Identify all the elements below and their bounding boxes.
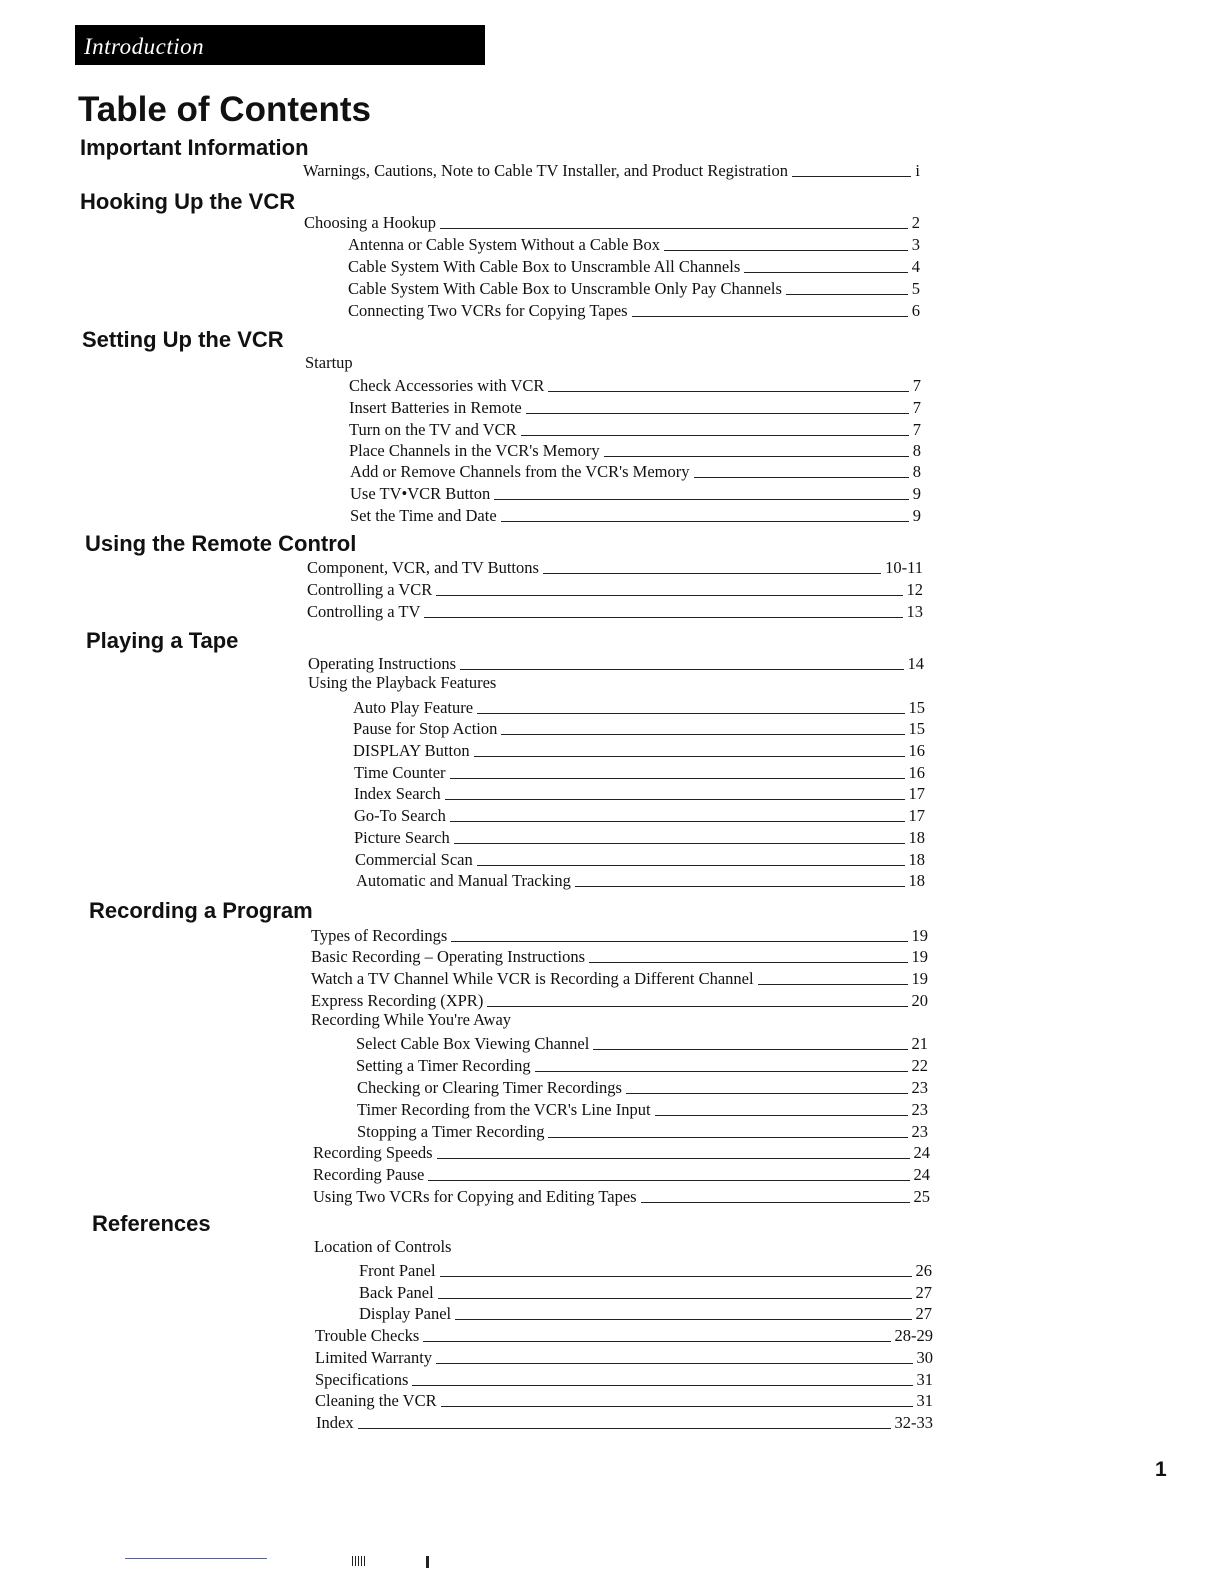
toc-entry-label: Stopping a Timer Recording bbox=[357, 1122, 545, 1141]
toc-entry[interactable] bbox=[353, 716, 925, 738]
toc-entry-page: 30 bbox=[916, 1348, 933, 1367]
toc-subheading: Recording While You're Away bbox=[311, 1010, 512, 1029]
toc-entry-page: 18 bbox=[908, 871, 925, 890]
toc-leader bbox=[632, 316, 908, 317]
toc-entry-label: DISPLAY Button bbox=[353, 741, 470, 760]
toc-leader bbox=[521, 435, 909, 436]
toc-entry[interactable] bbox=[315, 1323, 933, 1345]
toc-leader bbox=[477, 865, 905, 866]
toc-entry-label: Cable System With Cable Box to Unscramble All Channels bbox=[348, 257, 741, 276]
toc-entry[interactable] bbox=[359, 1258, 932, 1280]
section-title-references: References bbox=[92, 1211, 211, 1236]
toc-entry-label: Cable System With Cable Box to Unscramble Only Pay Channels bbox=[348, 279, 782, 298]
toc-subheading: Startup bbox=[305, 353, 353, 372]
toc-entry[interactable] bbox=[354, 803, 925, 825]
toc-entry-label: Check Accessories with VCR bbox=[349, 376, 545, 395]
toc-leader bbox=[412, 1385, 912, 1386]
toc-entry-page: 17 bbox=[908, 784, 925, 803]
toc-entry-label: Specifications bbox=[315, 1370, 409, 1389]
toc-leader bbox=[526, 413, 909, 414]
toc-entry-label: Display Panel bbox=[359, 1304, 452, 1323]
toc-leader bbox=[358, 1428, 891, 1429]
toc-entry[interactable] bbox=[313, 1162, 930, 1184]
toc-entry-page: 26 bbox=[915, 1261, 932, 1280]
toc-leader bbox=[423, 1341, 890, 1342]
footer-scan-mark bbox=[352, 1556, 366, 1566]
toc-leader bbox=[758, 984, 908, 985]
toc-entry-label: Use TV•VCR Button bbox=[350, 484, 491, 503]
toc-leader bbox=[454, 843, 905, 844]
toc-leader bbox=[664, 250, 908, 251]
footer-scan-mark bbox=[426, 1556, 429, 1568]
toc-entry-label: Back Panel bbox=[359, 1283, 434, 1302]
toc-entry-page: 7 bbox=[912, 398, 921, 417]
toc-entry[interactable] bbox=[349, 373, 921, 395]
toc-leader bbox=[474, 756, 905, 757]
toc-entry[interactable] bbox=[311, 988, 928, 1010]
toc-entry-page: 19 bbox=[911, 969, 928, 988]
toc-entry-page: 22 bbox=[911, 1056, 928, 1075]
toc-entry-label: Front Panel bbox=[359, 1261, 436, 1280]
toc-entry-page: 23 bbox=[911, 1122, 928, 1141]
toc-entry-label: Set the Time and Date bbox=[350, 506, 497, 525]
toc-entry-label: Choosing a Hookup bbox=[304, 213, 436, 232]
toc-entry[interactable] bbox=[356, 1031, 928, 1053]
toc-entry[interactable] bbox=[356, 868, 925, 890]
toc-entry[interactable] bbox=[349, 438, 921, 460]
toc-leader bbox=[494, 499, 909, 500]
toc-entry[interactable] bbox=[303, 158, 920, 180]
footer-rule bbox=[125, 1558, 267, 1559]
toc-entry-label: Index bbox=[316, 1413, 354, 1432]
toc-entry[interactable] bbox=[349, 395, 921, 417]
toc-entry[interactable] bbox=[311, 944, 928, 966]
toc-entry-label: Recording Pause bbox=[313, 1165, 425, 1184]
toc-entry-page: 15 bbox=[908, 719, 925, 738]
toc-entry-label: Place Channels in the VCR's Memory bbox=[349, 441, 600, 460]
toc-entry-label: Trouble Checks bbox=[315, 1326, 420, 1345]
toc-entry-page: 17 bbox=[908, 806, 925, 825]
toc-leader bbox=[477, 713, 904, 714]
toc-leader bbox=[450, 778, 905, 779]
toc-entry-page: 31 bbox=[916, 1370, 933, 1389]
toc-entry[interactable] bbox=[354, 760, 925, 782]
toc-entry-page: 8 bbox=[912, 462, 921, 481]
toc-entry-page: 7 bbox=[912, 376, 921, 395]
toc-entry-page: 20 bbox=[911, 991, 928, 1010]
toc-entry-page: 19 bbox=[911, 947, 928, 966]
toc-leader bbox=[438, 1298, 912, 1299]
page-number: 1 bbox=[1155, 1458, 1167, 1481]
toc-leader bbox=[440, 228, 908, 229]
toc-entry-page: 12 bbox=[906, 580, 923, 599]
section-header-bar bbox=[75, 25, 485, 65]
toc-entry-label: Add or Remove Channels from the VCR's Memory bbox=[350, 462, 690, 481]
toc-entry-label: Controlling a VCR bbox=[307, 580, 433, 599]
toc-leader bbox=[440, 1276, 912, 1277]
toc-entry-page: i bbox=[915, 161, 920, 180]
toc-entry[interactable] bbox=[349, 417, 921, 439]
toc-entry[interactable] bbox=[354, 781, 925, 803]
toc-entry-label: Using Two VCRs for Copying and Editing Tapes bbox=[313, 1187, 637, 1206]
toc-entry-page: 18 bbox=[908, 850, 925, 869]
toc-entry-page: 27 bbox=[915, 1304, 932, 1323]
toc-leader bbox=[450, 821, 905, 822]
toc-entry-label: Commercial Scan bbox=[355, 850, 473, 869]
toc-subheading: Location of Controls bbox=[314, 1237, 452, 1256]
toc-leader bbox=[451, 941, 907, 942]
toc-entry[interactable] bbox=[348, 298, 920, 320]
toc-entry[interactable] bbox=[357, 1119, 928, 1141]
toc-entry-page: 8 bbox=[912, 441, 921, 460]
toc-entry-label: Types of Recordings bbox=[311, 926, 448, 945]
toc-entry-page: 15 bbox=[908, 698, 925, 717]
page-title: Table of Contents bbox=[78, 90, 371, 129]
toc-entry-page: 19 bbox=[911, 926, 928, 945]
toc-leader bbox=[445, 799, 905, 800]
toc-entry[interactable] bbox=[359, 1280, 932, 1302]
toc-entry-label: Go-To Search bbox=[354, 806, 446, 825]
toc-entry[interactable] bbox=[355, 847, 925, 869]
toc-entry-page: 2 bbox=[911, 213, 920, 232]
toc-entry-label: Select Cable Box Viewing Channel bbox=[356, 1034, 590, 1053]
toc-entry-page: 7 bbox=[912, 420, 921, 439]
toc-entry-label: Express Recording (XPR) bbox=[311, 991, 484, 1010]
toc-entry-label: Recording Speeds bbox=[313, 1143, 433, 1162]
section-title-setting-up: Setting Up the VCR bbox=[82, 327, 284, 352]
toc-entry-label: Controlling a TV bbox=[307, 602, 421, 621]
toc-entry-label: Insert Batteries in Remote bbox=[349, 398, 522, 417]
section-header-label: Introduction bbox=[84, 34, 205, 59]
toc-leader bbox=[535, 1071, 908, 1072]
toc-entry-page: 23 bbox=[911, 1100, 928, 1119]
toc-entry[interactable] bbox=[304, 210, 920, 232]
toc-entry-page: 10-11 bbox=[885, 558, 923, 577]
toc-entry-page: 28-29 bbox=[894, 1326, 933, 1345]
toc-entry[interactable] bbox=[357, 1075, 928, 1097]
toc-leader bbox=[694, 477, 909, 478]
toc-entry-label: Warnings, Cautions, Note to Cable TV Installer, and Product Registration bbox=[303, 161, 788, 180]
toc-entry-page: 13 bbox=[906, 602, 923, 621]
toc-leader bbox=[655, 1115, 908, 1116]
toc-leader bbox=[744, 272, 908, 273]
toc-entry-page: 25 bbox=[913, 1187, 930, 1206]
toc-entry-label: Operating Instructions bbox=[308, 654, 457, 673]
toc-leader bbox=[436, 595, 902, 596]
toc-entry-page: 18 bbox=[908, 828, 925, 847]
toc-entry-label: Turn on the TV and VCR bbox=[349, 420, 517, 439]
toc-entry-label: Pause for Stop Action bbox=[353, 719, 498, 738]
toc-leader bbox=[501, 734, 904, 735]
toc-entry[interactable] bbox=[307, 577, 923, 599]
toc-entry[interactable] bbox=[348, 276, 920, 298]
toc-leader bbox=[589, 962, 907, 963]
toc-entry[interactable] bbox=[354, 825, 925, 847]
section-title-remote-control: Using the Remote Control bbox=[85, 531, 357, 556]
toc-entry-label: Basic Recording – Operating Instructions bbox=[311, 947, 586, 966]
section-title-hooking-up: Hooking Up the VCR bbox=[80, 189, 296, 214]
toc-leader bbox=[792, 176, 911, 177]
toc-entry[interactable] bbox=[348, 254, 920, 276]
toc-leader bbox=[548, 1137, 907, 1138]
toc-entry[interactable] bbox=[353, 695, 925, 717]
toc-entry-page: 14 bbox=[907, 654, 924, 673]
toc-leader bbox=[487, 1006, 907, 1007]
section-title-important-information: Important Information bbox=[80, 135, 309, 160]
toc-entry-label: Checking or Clearing Timer Recordings bbox=[357, 1078, 622, 1097]
toc-entry[interactable] bbox=[307, 555, 923, 577]
toc-entry-label: Time Counter bbox=[354, 763, 446, 782]
toc-entry-page: 9 bbox=[912, 506, 921, 525]
toc-leader bbox=[460, 669, 903, 670]
toc-leader bbox=[436, 1363, 912, 1364]
toc-entry-page: 16 bbox=[908, 741, 925, 760]
toc-entry-page: 4 bbox=[911, 257, 920, 276]
toc-leader bbox=[441, 1406, 913, 1407]
toc-entry-page: 6 bbox=[911, 301, 920, 320]
toc-entry-label: Index Search bbox=[354, 784, 441, 803]
toc-leader bbox=[543, 573, 881, 574]
toc-leader bbox=[626, 1093, 908, 1094]
toc-entry[interactable] bbox=[308, 651, 924, 673]
toc-leader bbox=[455, 1319, 911, 1320]
toc-entry[interactable] bbox=[315, 1345, 933, 1367]
toc-leader bbox=[428, 1180, 909, 1181]
toc-entry-page: 3 bbox=[911, 235, 920, 254]
toc-entry[interactable] bbox=[315, 1388, 933, 1410]
toc-leader bbox=[575, 886, 905, 887]
toc-entry-label: Picture Search bbox=[354, 828, 450, 847]
toc-entry-page: 24 bbox=[913, 1143, 930, 1162]
toc-entry-page: 16 bbox=[908, 763, 925, 782]
toc-entry[interactable] bbox=[356, 1053, 928, 1075]
section-title-playing-a-tape: Playing a Tape bbox=[86, 628, 239, 653]
toc-entry-label: Component, VCR, and TV Buttons bbox=[307, 558, 539, 577]
toc-entry-label: Watch a TV Channel While VCR is Recording a Different Channel bbox=[311, 969, 754, 988]
toc-entry-page: 9 bbox=[912, 484, 921, 503]
toc-entry-label: Automatic and Manual Tracking bbox=[356, 871, 571, 890]
toc-leader bbox=[641, 1202, 910, 1203]
section-title-recording-a-program: Recording a Program bbox=[89, 898, 313, 923]
toc-leader bbox=[593, 1049, 907, 1050]
toc-entry-page: 27 bbox=[915, 1283, 932, 1302]
toc-entry-label: Connecting Two VCRs for Copying Tapes bbox=[348, 301, 628, 320]
toc-entry-page: 32-33 bbox=[894, 1413, 933, 1432]
toc-entry-label: Limited Warranty bbox=[315, 1348, 433, 1367]
toc-leader bbox=[604, 456, 909, 457]
toc-entry[interactable] bbox=[348, 232, 920, 254]
toc-entry[interactable] bbox=[311, 966, 928, 988]
toc-leader bbox=[424, 617, 902, 618]
toc-leader bbox=[437, 1158, 910, 1159]
toc-entry[interactable] bbox=[313, 1140, 930, 1162]
toc-entry[interactable] bbox=[350, 503, 921, 525]
toc-entry[interactable] bbox=[307, 599, 923, 621]
toc-entry-label: Cleaning the VCR bbox=[315, 1391, 437, 1410]
toc-entry-page: 24 bbox=[913, 1165, 930, 1184]
toc-entry-label: Auto Play Feature bbox=[353, 698, 474, 717]
toc-entry[interactable] bbox=[357, 1097, 928, 1119]
toc-entry[interactable] bbox=[353, 738, 925, 760]
toc-entry[interactable] bbox=[311, 923, 928, 945]
toc-entry[interactable] bbox=[315, 1367, 933, 1389]
toc-entry[interactable] bbox=[316, 1410, 933, 1432]
toc-entry[interactable] bbox=[350, 481, 921, 503]
toc-leader bbox=[501, 521, 909, 522]
toc-leader bbox=[548, 391, 908, 392]
toc-entry-page: 31 bbox=[916, 1391, 933, 1410]
toc-leader bbox=[786, 294, 908, 295]
toc-entry[interactable] bbox=[359, 1301, 932, 1323]
toc-entry-page: 5 bbox=[911, 279, 920, 298]
toc-entry-label: Setting a Timer Recording bbox=[356, 1056, 531, 1075]
toc-subheading: Using the Playback Features bbox=[308, 673, 497, 692]
toc-entry[interactable] bbox=[350, 459, 921, 481]
toc-entry-label: Timer Recording from the VCR's Line Input bbox=[357, 1100, 651, 1119]
toc-entry[interactable] bbox=[313, 1184, 930, 1206]
toc-entry-page: 21 bbox=[911, 1034, 928, 1053]
toc-entry-page: 23 bbox=[911, 1078, 928, 1097]
toc-entry-label: Antenna or Cable System Without a Cable Box bbox=[348, 235, 661, 254]
